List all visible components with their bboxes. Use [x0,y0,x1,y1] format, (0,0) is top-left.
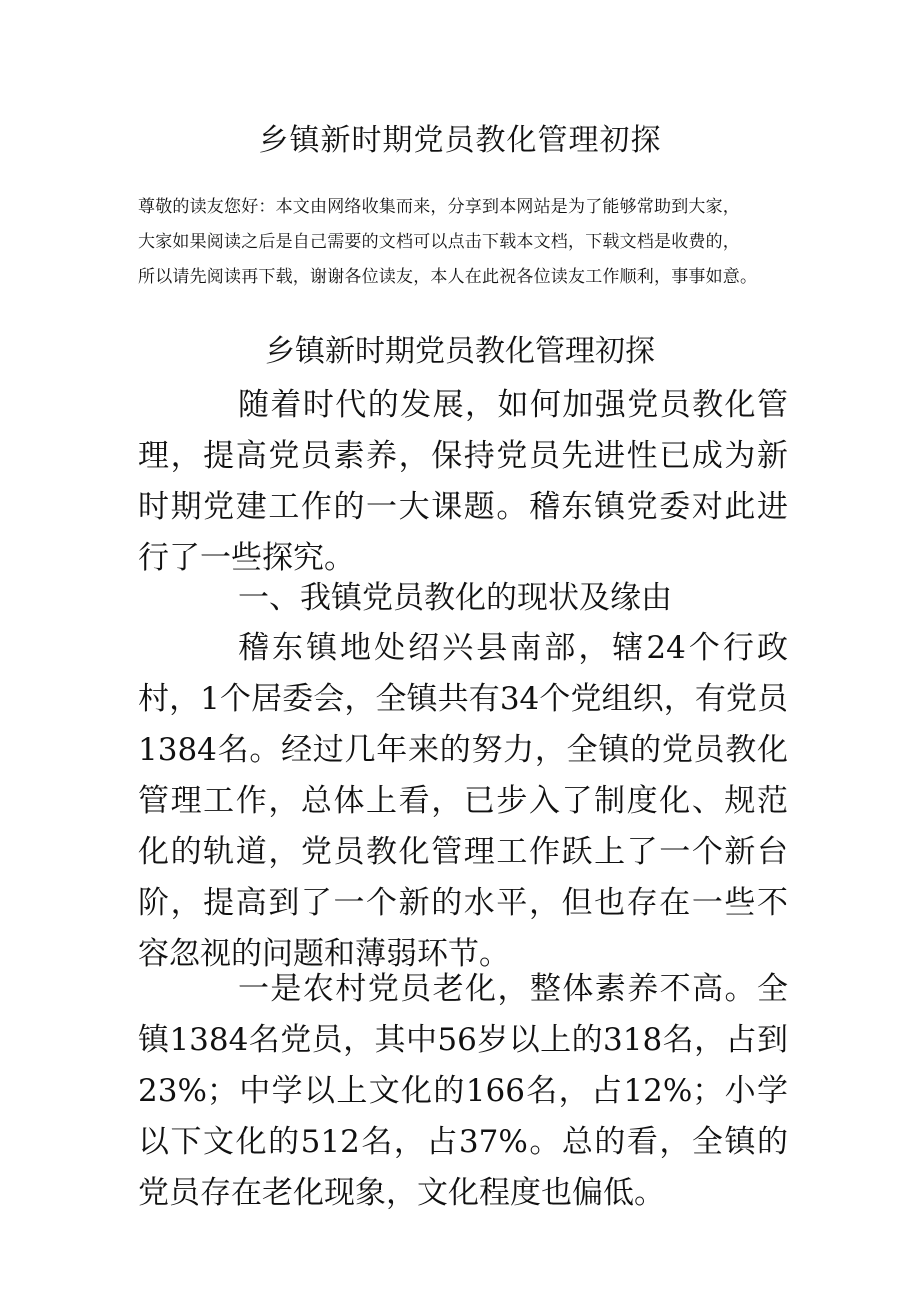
notice-line: 所以请先阅读再下载，谢谢各位读友，本人在此祝各位读友工作顺利，事事如意。 [138,267,758,287]
body-paragraph: 稽东镇地处绍兴县南部，辖24个行政村，1个居委会，全镇共有34个党组织，有党员1384名。经过几年来的努力，全镇的党员教化管理工作，总体上看，已步入了制度化、规范化的轨道，党员教化管理工作跃上了一个新台阶，提高到了一个新的水平，但也存在一些不容忽视的问题和薄弱环节。 [138,630,788,972]
notice-line: 大家如果阅读之后是自己需要的文档可以点击下载本文档，下载文档是收费的， [138,232,740,252]
document-title: 乡镇新时期党员教化管理初探 [258,123,662,158]
intro-paragraph: 随着时代的发展，如何加强党员教化管理，提高党员素养，保持党员先进性已成为新时期党建工作的一大课题。稽东镇党委对此进行了一些探究。 [138,387,788,576]
section-heading: 一、我镇党员教化的现状及缘由 [238,580,672,616]
body-paragraph: 一是农村党员老化，整体素养不高。全镇1384名党员，其中56岁以上的318名，占到23%；中学以上文化的166名，占12%；小学以下文化的512名，占37%。总的看，全镇的党员存在老化现象，文化程度也偏低。 [138,971,788,1211]
notice-line: 尊敬的读友您好：本文由网络收集而来，分享到本网站是为了能够常助到大家， [138,197,740,217]
article-title: 乡镇新时期党员教化管理初探 [265,334,655,369]
reader-notice [138,190,798,295]
